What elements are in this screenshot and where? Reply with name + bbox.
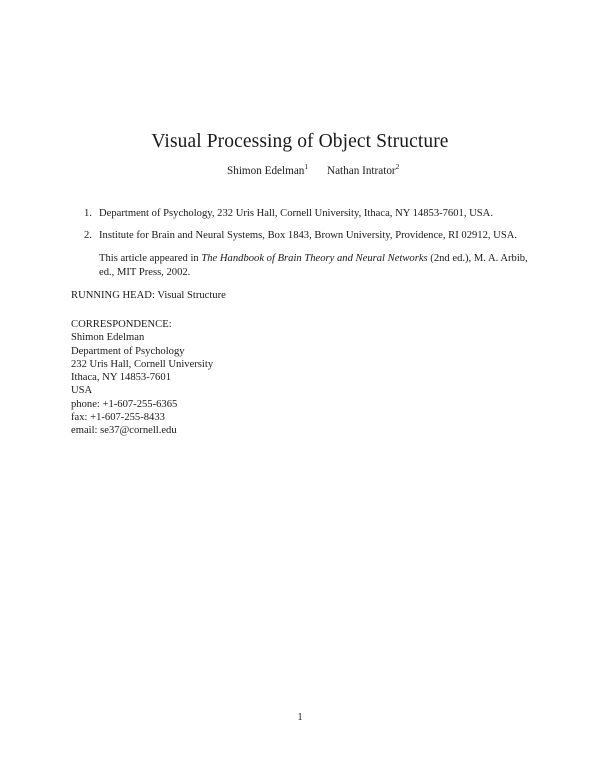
running-head: RUNNING HEAD: Visual Structure (71, 290, 226, 301)
correspondence-line: Shimon Edelman (71, 332, 145, 344)
correspondence-line: fax: +1-607-255-8433 (71, 412, 165, 424)
paper-title: Visual Processing of Object Structure (151, 131, 449, 152)
note-book-title: The Handbook of Brain Theory and Neural Networks (201, 253, 428, 264)
author-name: Nathan Intrator (327, 165, 396, 177)
affiliation-text: Department of Psychology, 232 Uris Hall, Cornell University, Ithaca, NY 14853-7601, USA. (99, 208, 493, 219)
publication-note (99, 252, 539, 280)
correspondence-block (71, 318, 213, 438)
affiliation-number: 1. (84, 208, 92, 219)
note-prefix: This article appeared in (99, 253, 202, 264)
affiliation-item (84, 208, 544, 219)
author (327, 162, 400, 177)
correspondence-line: phone: +1-607-255-6365 (71, 398, 178, 410)
affiliation-number: 2. (84, 230, 92, 241)
author-affiliation-mark: 1 (304, 162, 309, 171)
affiliation-item (84, 230, 544, 241)
correspondence-line: Department of Psychology (71, 345, 185, 357)
affiliation-text: Institute for Brain and Neural Systems, Box 1843, Brown University, Providence, RI 02912, USA. (99, 230, 518, 241)
page-number: 1 (297, 712, 303, 723)
correspondence-line: USA (71, 385, 93, 397)
correspondence-line: 232 Uris Hall, Cornell University (71, 358, 214, 370)
note-suffix: (2nd ed.), M. A. Arbib, ed., MIT Press, 2002. (99, 253, 528, 278)
correspondence-line: email: se37@cornell.edu (71, 425, 177, 437)
author-name: Shimon Edelman (227, 165, 305, 177)
author (227, 162, 309, 177)
correspondence-line: Ithaca, NY 14853-7601 (71, 372, 171, 384)
author-affiliation-mark: 2 (395, 162, 400, 171)
correspondence-heading: CORRESPONDENCE: (71, 319, 172, 330)
